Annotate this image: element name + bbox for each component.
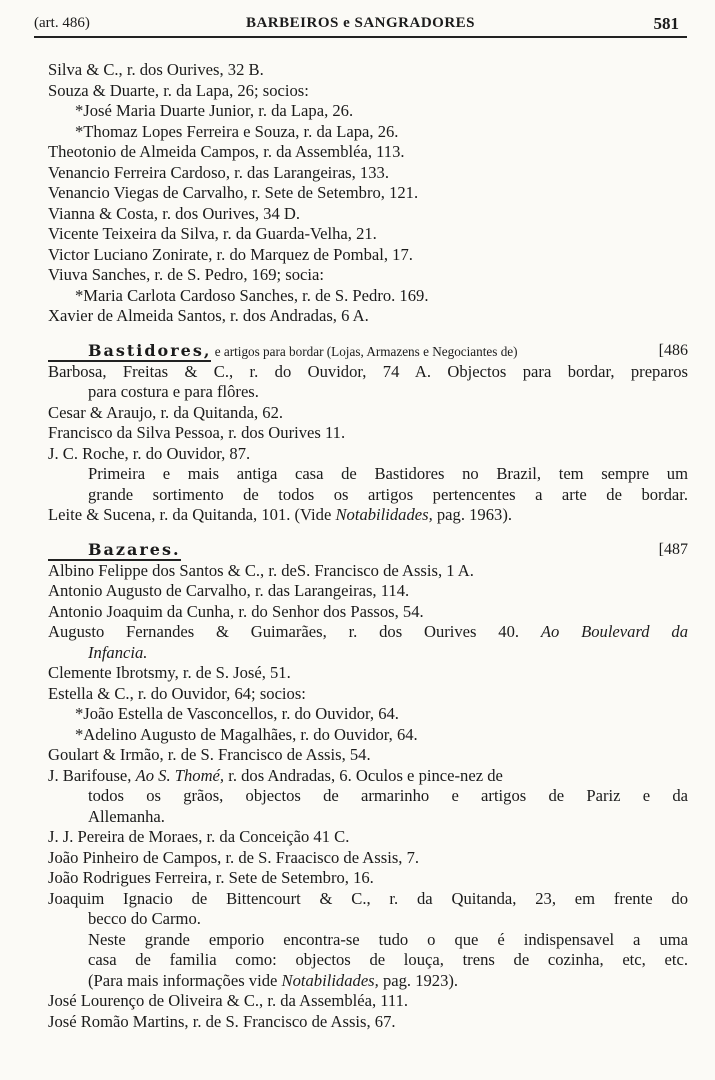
list-item: J. J. Pereira de Moraes, r. da Conceição 41 C. (48, 827, 350, 846)
bazares-heading (48, 539, 688, 561)
list-item: J. C. Roche, r. do Ouvidor, 87. (48, 443, 251, 463)
list-item: João Rodrigues Ferreira, r. Sete de Setembro, 16. (48, 868, 374, 887)
list-item: Barbosa, Freitas & C., r. do Ouvidor, 74 A. Objectos para bordar, preparos (48, 361, 688, 381)
list-item: Goulart & Irmão, r. de S. Francisco de Assis, 54. (48, 745, 371, 764)
list-item: Theotonio de Almeida Campos, r. da Assembléa, 113. (48, 142, 405, 161)
list-item: Xavier de Almeida Santos, r. dos Andradas, 6 A. (48, 306, 369, 325)
list-item: João Pinheiro de Campos, r. de S. Fraacisco de Assis, 7. (48, 847, 420, 867)
page-header (34, 10, 687, 38)
reference-italic: Notabilidades, (281, 970, 379, 990)
list-item: Francisco da Silva Pessoa, r. dos Ourives 11. (48, 423, 346, 442)
list-item: todos os grãos, objectos de armarinho e artigos de Pariz e da (88, 786, 688, 805)
barbeiros-entries (48, 60, 688, 327)
article-range: (art. 486) (34, 15, 90, 31)
list-item: *Thomaz Lopes Ferreira e Souza, r. da Lapa, 26. (75, 121, 399, 141)
page-number: 581 (653, 14, 679, 33)
list-item: *José Maria Duarte Junior, r. da Lapa, 26. (75, 101, 354, 120)
list-item-text: Augusto Fernandes & Guimarães, r. dos Ourives 40. (48, 622, 520, 641)
list-item: Antonio Joaquim da Cunha, r. do Senhor dos Passos, 54. (48, 601, 424, 621)
bazares-title: Bazares. (48, 541, 181, 561)
bastidores-entries (48, 362, 688, 526)
list-item: becco do Carmo. (88, 909, 201, 928)
list-item: Viuva Sanches, r. de S. Pedro, 169; socia: (48, 265, 324, 284)
list-item (48, 505, 688, 526)
list-item: Vianna & Costa, r. dos Ourives, 34 D. (48, 203, 301, 223)
list-item: Venancio Ferreira Cardoso, r. das Larangeiras, 133. (48, 162, 389, 182)
list-item: Silva & C., r. dos Ourives, 32 B. (48, 60, 264, 79)
list-item-text: J. Barifouse, (48, 765, 136, 785)
list-item: Antonio Augusto de Carvalho, r. das Larangeiras, 114. (48, 581, 410, 600)
bazares-entries (48, 561, 688, 1033)
reference-italic: Notabilidades, (335, 505, 433, 524)
list-item: casa de familia como: objectos de louça, trens de cozinha, etc, etc. (88, 950, 688, 969)
bazares-ref: [487 (658, 540, 688, 558)
list-item-text: (Para mais informações vide (88, 970, 282, 990)
list-item: Venancio Viegas de Carvalho, r. Sete de Setembro, 121. (48, 183, 419, 202)
list-item: Souza & Duarte, r. da Lapa, 26; socios: (48, 80, 309, 100)
bastidores-heading (48, 340, 688, 362)
list-item (48, 971, 688, 992)
list-item: Vicente Teixeira da Silva, r. da Guarda-Velha, 21. (48, 224, 377, 243)
shop-name-italic: Ao S. Thomé, (135, 765, 225, 785)
list-item: para costura e para flôres. (88, 382, 259, 401)
list-item: Estella & C., r. do Ouvidor, 64; socios: (48, 683, 306, 703)
list-item (48, 766, 688, 787)
list-item: Clemente Ibrotsmy, r. de S. José, 51. (48, 663, 291, 682)
list-item: Primeira e mais antiga casa de Bastidores no Brazil, tem sempre um (88, 464, 688, 483)
list-item: Neste grande emporio encontra-se tudo o que é indispensavel a uma (88, 929, 688, 949)
bastidores-subtitle: e artigos para bordar (Lojas, Armazens e Negociantes de) (211, 343, 518, 359)
list-item: Allemanha. (88, 806, 165, 826)
list-item-text: pag. 1963). (432, 505, 513, 524)
list-item-text: r. dos Andradas, 6. Oculos e pince-nez de (224, 765, 503, 785)
list-item (48, 622, 688, 643)
list-item (48, 643, 688, 664)
list-item: José Romão Martins, r. de S. Francisco de Assis, 67. (48, 1011, 396, 1031)
list-item: *Adelino Augusto de Magalhães, r. do Ouvidor, 64. (75, 724, 418, 744)
shop-name-italic: Ao Boulevard da (540, 622, 688, 641)
list-item: José Lourenço de Oliveira & C., r. da Assembléa, 111. (48, 991, 409, 1010)
list-item-text: pag. 1923). (378, 970, 459, 990)
list-item-text: Leite & Sucena, r. da Quitanda, 101. (Vide (48, 505, 336, 524)
list-item: *João Estella de Vasconcellos, r. do Ouvidor, 64. (75, 704, 399, 723)
list-item: grande sortimento de todos os artigos pertencentes a arte de bordar. (88, 484, 688, 504)
list-item: *Maria Carlota Cardoso Sanches, r. de S. Pedro. 169. (75, 285, 429, 305)
bastidores-title: Bastidores, (48, 342, 211, 362)
list-item: Cesar & Araujo, r. da Quitanda, 62. (48, 402, 284, 422)
list-item: Victor Luciano Zonirate, r. do Marquez de Pombal, 17. (48, 244, 413, 264)
list-item: Joaquim Ignacio de Bittencourt & C., r. da Quitanda, 23, em frente do (48, 888, 688, 908)
page-title: BARBEIROS e SANGRADORES (245, 15, 476, 31)
bastidores-ref: [486 (658, 341, 688, 359)
list-item: Albino Felippe dos Santos & C., r. deS. Francisco de Assis, 1 A. (48, 560, 474, 580)
page-body (48, 60, 688, 1032)
shop-name-italic: Infancia. (88, 642, 148, 662)
